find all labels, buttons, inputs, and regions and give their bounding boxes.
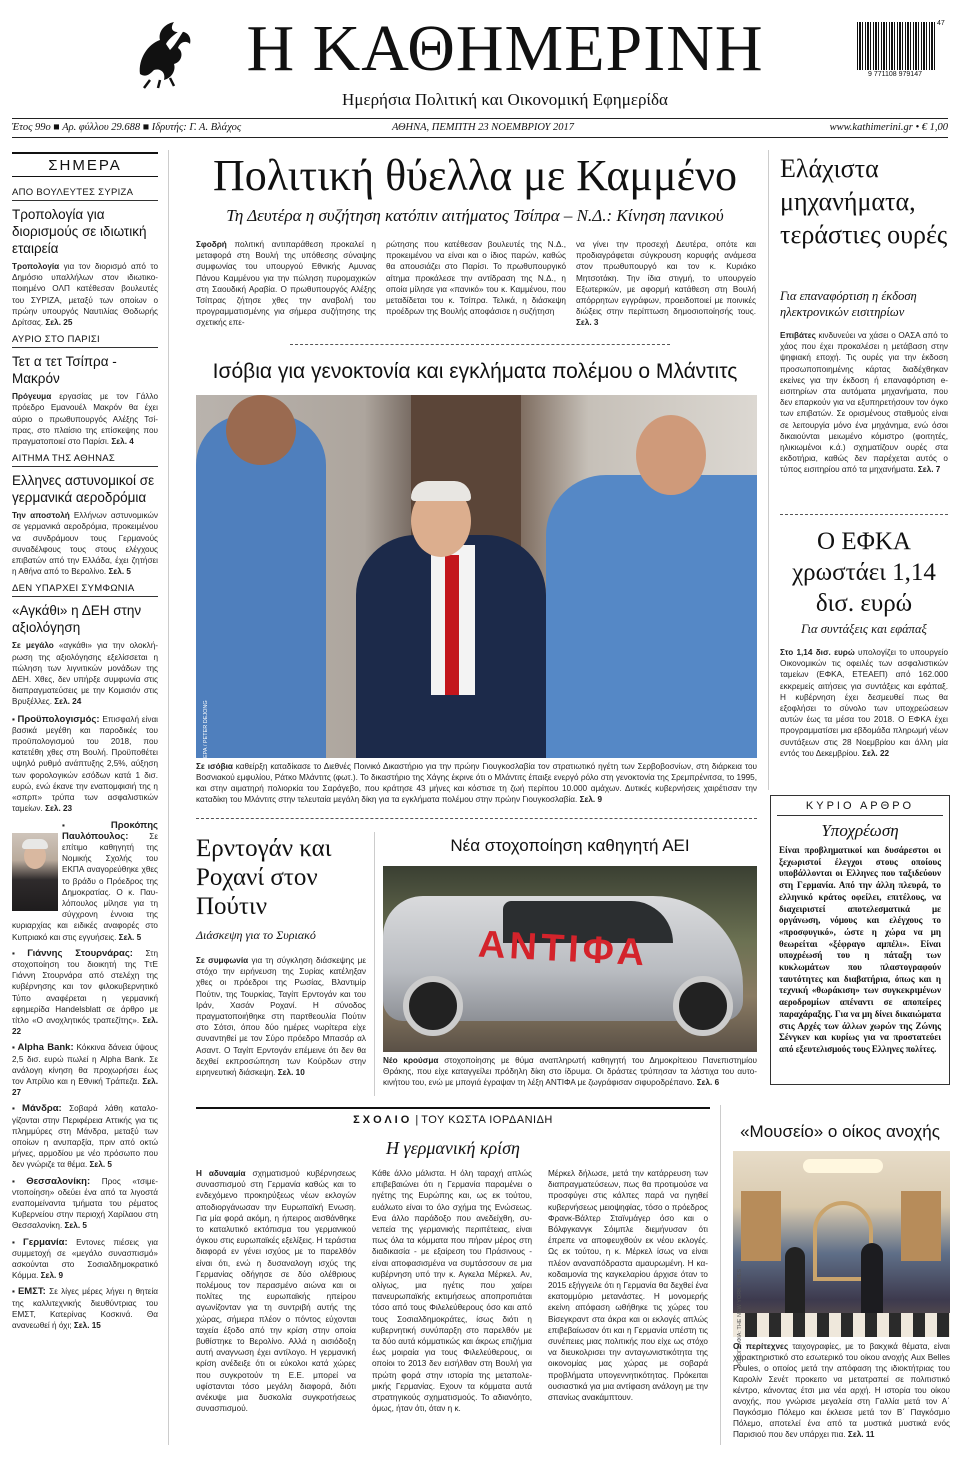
bullet-title: Προϋπολογισμός:	[17, 713, 100, 725]
sidebar-title: Τροπολογία για διορισμούς σε ιδιωτική εταιρεία	[12, 207, 147, 256]
bullet-body: Επισφαλή είναι βασικά μεγέθη και παροδικές του προϋπολογισμού του 2018, που κατετέθη χθες στη Βουλή. Προϋποθέτει υψηλό ρυθμό ανάπτυξης 2,5%, αύξηση των φορολογικών εσόδων κατά 1 δισ. ευρώ, ενώ έκανε την εναπομφισιή της η «σπρπ» τρύπα των ασφαλιστικών ταμείων.	[12, 714, 159, 814]
sidebar-text	[12, 640, 158, 707]
right-story2-subhead: Για συντάξεις και εφάπαξ	[801, 622, 927, 636]
info-sheet: Αρ. φύλλου 29.688	[62, 122, 141, 133]
erdogan-divider	[374, 832, 375, 1096]
sidebar-text	[12, 510, 158, 577]
bullet-body: Σε επίτιμο καθηγητή της Νομικής Σχολής του ΕΚΠΑ αναγορεύθηκε χθες το βράδυ ο Πρόεδρος της Δημοκρατίας. Ο κ. Παυλόπουλος μίλησε για τη σύγχρονη έννοια της κυριαρχίας και ειδικές αναφορές στο Κυπριακό και στις εγγυήσεις.	[12, 831, 158, 942]
sidebar-bullet	[12, 1176, 158, 1232]
right-story2-body	[780, 647, 948, 759]
sidebar-bullet	[12, 1042, 158, 1098]
info-bar: Έτος 99ο ■ Αρ. φύλλου 29.688 ■ Ιδρυτής: Γ. Α. Βλάχος ΑΘΗΝΑ, ΠΕΜΠΤΗ 23 ΝΟΕΜΒΡΙΟΥ 2017 www.kathimerini.gr • € 1,00	[12, 118, 948, 138]
bullet-icon: ▪	[12, 714, 16, 724]
comment-col-3: Μέρκελ δήλωσε, μετά την κατάρρευση των διαπραγματεύσεων, πως θα προτιμούσε να προσφύγει στις κάλπες παρά να ηγηθεί κυβερνήσεως μειοψηφίας, τόσο ο πρόεδρος Φρανκ-Βάλτερ Σταϊνμάγερ όσο και ο Βόλφγκανγκ Σόιμπλε διεμήνυσαν ότι έπρεπε να αποφευχθούν εκ νέου εκλογές. Ως εκ τούτου, η κ. Μέρκελ ίσως να είναι πλέον αναναπόδραστα αμαυρωμένη. Η κακοδαιμονία της καγκελαρίου άρχισε όταν το 2015 εξήγγειλε ότι η Γερμανία θα δεχθεί ένα εκατομμύριο μετανάστες. Η μονομερής εκείνη απόφαση ωθήθηκε τις χώρες του Βίσεγκραντ στα άκρα και οι εκλογές απλώς επιβεβαίωσαν ότι και η Γερμανία υπέστη τις συνέπειες μιας πολιτικής που είχε ως στόχο να διευκολρισει την ανταγωνιστικότητα της οικονομίας μας χώρας με σοβαρά προβλήματα υπογεννητικότητας. Πρόκειται ουσιαστικά για μια αντίφαση ανάλογη με την σπανίως ανακάμπτουν.	[548, 1169, 708, 1403]
bullet-page: Σελ. 9	[40, 1271, 64, 1281]
sidebar-kicker: ΔΕΝ ΥΠΑΡΧΕΙ ΣΥΜΦΩΝΙΑ	[12, 583, 158, 597]
sidebar-item	[12, 187, 158, 328]
info-site: www.kathimerini.gr	[829, 122, 913, 133]
sidebar-page: Σελ. 4	[111, 437, 134, 447]
right-divider	[768, 150, 769, 790]
sidebar-bullet	[12, 714, 158, 815]
sidebar-page: Σελ. 25	[45, 318, 73, 328]
bullet-page: Σελ. 27	[12, 1076, 158, 1098]
erdogan-headline: Ερντογάν και Ροχανί στον Πούτιν	[196, 835, 332, 920]
photo-floor	[733, 1313, 950, 1337]
sidebar-lead: Πρόγευμα	[12, 392, 52, 402]
sidebar-body: για τον διορισμό από το Δημόσιο υπαλλήλων στον ιδιωτικοποιημένο ΟΛΠ κατέθεσαν βουλευτές του ΣΥΡΙΖΑ, μεταξύ των οποίων ο πρώην υπουργός Ναυτιλίας Θοδωρής Δρίτσας.	[12, 262, 158, 328]
right-story1-headline: Ελάχιστα μηχανήματα, τεράστιες ουρές	[780, 154, 948, 249]
caption-text: καθείρξη καταδίκασε το Διεθνές Ποινικό Δικαστήριο για την πρώην Γιουγκοσλαβία τον στρατιωτικό ηγέτη των Σερβοβοσνίων, στη διάρκεια του Βοσνιακού εμφυλίου, Ράτκο Μλάντιτς (φωτ.). Το δικαστήριο της Χάγης έκρινε ότι ο Μλάντιτς έπαιξε ενεργό ρόλο στη γενοκτονία της Σρεμπρένιτσα, το 1995, και στην αιματηρή πολιορκία του Σαράγεβο, που κράτησε 43 μήνες και κόστισε τη ζωή περίπου 10.000 αμάχων. Δυτικές κυβερνήσεις χαιρέτισαν την καταδίκη του Μλάντιτς στην τελευταία μεγάλη δίκη για τα εγκλήματα πολέμου στην πρώην Γιουγκοσλαβία.	[196, 762, 757, 804]
bullet-icon: ▪	[62, 820, 109, 830]
sidebar-page: Σελ. 24	[54, 697, 82, 707]
comment-label: ΣΧΟΛΙΟ	[353, 1114, 413, 1126]
editorial-title: Υποχρέωση	[821, 821, 899, 840]
bullet-icon: ▪	[12, 1287, 16, 1297]
erdogan-body	[196, 955, 366, 1078]
bullet-title: Γερμανία:	[23, 1236, 68, 1248]
right-divider-1	[780, 514, 948, 515]
erdogan-text: για τη σύγκληση διάσκεψης με στόχο την ειρήνευση της Συρίας κατέληξαν χθες οι πρόεδροι της Ρωσίας, Βλαντιμίρ Πούτιν, της Τουρκίας, Ταγίπ Ερντογάν και του Ιράν, Χασάν Ροχανί. Η σύνοδος πραγματοποιήθηκε στη παρτθεουλία Πούτιν στο Σότσι, όπου δύο ημέρες νωρίτερα είχε συναντηθεί με τον Σύρο πρόεδρο Μπασάρ αλ Ασαντ. Ο Ταγίπ Ερντογάν επέμεινε ότι δεν θα δεχθεί εκπροσώπηση των Κούρδων στην ειρηνευτική διάσκεψη.	[196, 956, 366, 1078]
sidebar-bullet	[12, 1286, 158, 1331]
barcode	[857, 22, 937, 70]
photo-guard-right-head	[636, 415, 706, 495]
comment-lead: Η αδυναμία	[196, 1169, 246, 1178]
bullet-title: Προκόπης Παυλόπουλος:	[62, 819, 158, 842]
lead-col-text: να γίνει την προσεχή Δευτέρα, οπότε και προδιαγράφεται σύγκρουση κορυφής ανάμεσα στον πρωθυπουργό και τον κ. Κυριάκο Μητσοτάκη. Την ίδια στιγμή, το υπουργείο Εξωτερικών, με αφορμή κατάθεση στη Βουλή απόρρητων εγγράφων, προειδοποιεί με ποινικές διώξεις στην περίπτωση δημοσιοποίησής τους.	[576, 240, 756, 317]
comment-col-2: Κάθε άλλο μάλιστα. Η όλη ταραχή απλώς επιβεβαιώνει ότι η Γερμανία παραμένει ο ηγέτης της Ευρώπης και, ως εκ τούτου, ευάλωτο είναι το όλο σχήμα της Ενώσεως. Ενα άλλο παράδοξο που ανεδείχθη, συνεπεία της γερμανικής περιπέτειας, είναι πως όλα τα κόμματα που πήραν μέρος στη διαδικασία - με εξαίρεση του Πράσινους - είναι αποφασισμένα να συμτάσσουν σε μια κυβέρνηση υπό την κ. Αγκελα Μέρκελ. Αν, ολίγως, μια ηγέτις που χαίρει πανευρωπαϊκής εκτιμήσεως αποπροπιάται τόσο από τους Φιλελεύθερους όσο και από τους Σοσιαλδημοκράτες, ίσως διότι η κυβερνητική συνύπαρξη στο παρελθόν με τα δύο αυτά κόμματικώς και άκρως επιζήμια έως μοιραία για τους Φιλελεύθερους, οι οποίοι το 2013 δεν εισήλθαν στη Βουλή για πρώτη φορά στην ιστορία της μεταπολεμικής Γερμανίας. Εχουν τα κόμματα αυτά στρατηγικούς σχηματισμούς. Το αδιανόητο, όμως, ήταν ότι, όταν η κ.	[372, 1169, 532, 1414]
masthead-subtitle: Ημερήσια Πολιτική και Οικονομική Εφημερίδα	[342, 90, 668, 109]
mladic-caption	[196, 761, 757, 805]
sidebar-item	[12, 334, 158, 447]
bullet-title: Θεσσαλονίκη:	[26, 1175, 91, 1187]
mladic-headline: Ισόβια για γενοκτονία και εγκλήματα πολέμου ο Μλάντιτς	[212, 360, 738, 383]
right-story2-headline: Ο ΕΦΚΑ χρωστάει 1,14 δισ. ευρώ	[792, 528, 936, 617]
caption-page: Σελ. 11	[847, 1430, 875, 1439]
sidebar-lead: Τροπολογία	[12, 262, 60, 271]
sidebar-item	[12, 453, 158, 577]
bullet-icon: ▪	[12, 1043, 16, 1053]
sidebar-text	[12, 391, 158, 447]
photo-wheel-front	[673, 976, 733, 1036]
comment-header: ΣΧΟΛΙΟ | ΤΟΥ ΚΩΣΤΑ ΙΟΡΔΑΝΙΔΗ	[353, 1114, 553, 1126]
info-price: € 1,00	[921, 122, 948, 133]
barcode-issue: 47	[937, 20, 945, 27]
professor-headline: Νέα στοχοποίηση καθηγητή ΑΕΙ	[450, 836, 690, 855]
photo-guard-right	[546, 475, 757, 758]
mladic-divider	[196, 818, 757, 819]
right-story1-page: Σελ. 7	[917, 465, 941, 475]
bullet-page: Σελ. 22	[12, 1015, 158, 1037]
erdogan-lead: Σε συμφωνία	[196, 956, 249, 965]
bullet-page: Σελ. 5	[64, 1221, 87, 1231]
museum-headline: «Μουσείο» ο οίκος ανοχής	[740, 1122, 940, 1141]
bullet-icon: ▪	[12, 1237, 22, 1247]
bullet-body: Εντονες πιέσεις για συμμετοχή σε «μεγάλο συνασπισμό» ασκούνται στο Σοσιαλδημοκρατικό Κόμμα.	[12, 1237, 158, 1281]
comment-author: ΤΟΥ ΚΩΣΤΑ ΙΟΡΔΑΝΙΔΗ	[421, 1114, 553, 1126]
comment-col-1	[196, 1168, 356, 1414]
museum-photo-credit: ΦΩΤΟΓΡΑΦΙΑ: THE NEW YORK TIMES	[737, 1268, 743, 1368]
pavlopoulos-photo	[12, 833, 58, 911]
bullet-page: Σελ. 5	[118, 932, 142, 942]
bullet-icon: ▪	[12, 948, 26, 958]
griffin-logo-icon	[130, 14, 200, 89]
comment-title: Η γερμανική κρίση	[386, 1138, 520, 1158]
sidebar-body: Ελλήνων αστυνομικών σε γερμανικά αεροδρόμια, προκειμένου να συνδράμουν τους Γερμανούς συναδέλφους τους στους ελέγχους επιβατών από την Ελλάδα, έχει ζητήσει η Αθήνα από το Βερολίνο.	[12, 511, 158, 577]
sidebar-bullet	[12, 1103, 158, 1170]
sidebar-header: ΣΗΜΕΡΑ	[12, 152, 158, 177]
sidebar-bullet	[12, 1237, 158, 1282]
sidebar-kicker: ΑΠΟ ΒΟΥΛΕΥΤΕΣ ΣΥΡΙΖΑ	[12, 187, 158, 201]
caption-page: Σελ. 6	[696, 1078, 720, 1087]
sidebar-lead: Την αποστολή	[12, 511, 70, 521]
lead-col-lead: Σφοδρή	[196, 240, 227, 249]
right-story2-text: υπολογίζει το υπουργείο Οικονομικών τις οφειλές των ασφαλιστικών ταμείων (ΕΦΚΑ, ΕΤΕΑΕΠ) από 162.000 εκκρεμείς αιτήσεις για συντάξεις και εφάπαξ. Η κυβέρνηση έχει δεσμευθεί πως θα εξοφλήσει το σύνολο των υποχρεώσεων αυτών έως τα μέσα του 2018. Ο ΕΦΚΑ έχει προγραμματίσει μια εβδομάδα πληρωμή νέων συντάξεων στις 28 Νοεμβρίου και άλλη μία εντός του Δεκεμβρίου.	[780, 648, 948, 758]
info-right: www.kathimerini.gr • € 1,00	[829, 122, 948, 133]
caption-lead: Νέο κρούσμα	[383, 1056, 439, 1065]
bullet-body: Σοβαρά λάθη καταλογίζονται στην Περιφέρεια Αττικής για τις πλημμύρες στη Μάνδρα, μεταξύ των οποίων η ανυπαρξία, πριν από οκτώ μήνες, αρμοδίου με νέο πρόσωπο που δεν γνώριζε τα θέμα.	[12, 1104, 159, 1170]
sidebar-text	[12, 261, 158, 328]
info-date: ΑΘΗΝΑ, ΠΕΜΠΤΗ 23 ΝΟΕΜΒΡΙΟΥ 2017	[392, 122, 574, 133]
info-year: Έτος 99ο	[12, 122, 51, 133]
sidebar-kicker: ΑΥΡΙΟ ΣΤΟ ΠΑΡΙΣΙ	[12, 334, 158, 348]
comment-rule	[196, 1107, 710, 1109]
sidebar-title: Τετ α τετ Τσίπρα - Μακρόν	[12, 354, 117, 387]
lead-divider	[290, 344, 670, 345]
sidebar-lead: Σε μεγάλο	[12, 641, 54, 651]
comment-side-divider	[720, 1105, 721, 1445]
lead-col-2: ρώτησης που κατέθεσαν βουλευτές της Ν.Δ., προκειμένου να είναι και ο ίδιος παρών, καθώς θα απουσιάζει στο Παρίσι. Το πρωθυπουργικό αίτημα προκάλεσε την αντίδραση της Ν.Δ., η οποία μίλησε για «πανικό» του κ. Καμμένου, που μεταδίδεται του κ. Τσίπρα. Τελικά, η διάσκεψη προέδρων της Βουλής αποφάσισε η συζήτηση	[386, 240, 566, 317]
sidebar-title: Ελληνες αστυνομικοί σε γερμανικά αεροδρόμια	[12, 473, 155, 506]
right-story1-subhead: Για επαναφόρτιση η έκδοση ηλεκτρονικών εισιτηρίων	[780, 289, 917, 319]
caption-page: Σελ. 9	[579, 795, 603, 804]
bullet-body: Στη στοχοποίηση του διοικητή της ΤτΕ Γιάννη Στουρνάρα από στελέχη της κυβέρνησης και τον φιλοκυβερνητικό Τύπο αναφέρεται η γερμανική εφημερίδα Handelsblatt σε άρθρο με τίτλο «Ο ανοχλητικός τραπεζίτης».	[12, 948, 158, 1025]
photo-wheel-rear	[403, 976, 463, 1036]
photo-credit: EPA / PETER DEJONG	[203, 700, 209, 758]
photo-graffiti: ΑΝΤΙΦΑ	[477, 923, 650, 975]
editorial-header: ΚΥΡΙΟ ΑΡΘΡΟ	[777, 800, 943, 816]
professor-photo	[383, 866, 757, 1052]
erdogan-subhead: Διάσκεψη για το Συριακό	[196, 928, 316, 942]
lead-page: Σελ. 3	[576, 318, 599, 328]
bullet-page: Σελ. 15	[73, 1321, 101, 1331]
bullet-icon: ▪	[12, 1176, 25, 1186]
right-story2-lead: Στο 1,14 δισ. ευρώ	[780, 648, 855, 657]
photo-tie	[445, 555, 459, 695]
bullet-icon: ▪	[12, 1104, 21, 1114]
sidebar-body: εργασίας με τον Γάλλο πρόεδρο Εμανουέλ Μακρόν θα έχει αύριο ο πρωθυπουργός Αλέξης Τσίπρας, στο πλαίσιο της επίσκεψης που πραγματοποιεί στο Παρίσι.	[12, 392, 158, 447]
photo-guard-left-head	[226, 395, 296, 465]
sidebar-item	[12, 583, 158, 707]
professor-caption	[383, 1055, 757, 1088]
editorial-box	[770, 795, 950, 1085]
logo-mark	[130, 14, 200, 89]
bullet-body: Προς «τσιμεντοποίηση» οδεύει ένα από τα λιγοστά εναπομείναντα τμήματα του ρέματος Κυβερνείου στην περιοχή Χαρίλαου στη Θεσσαλονίκη.	[12, 1176, 159, 1231]
museum-photo	[733, 1151, 950, 1337]
sidebar-bullet	[12, 820, 158, 943]
sidebar	[12, 152, 158, 1331]
right-story1-text: κινδυνεύει να χάσει ο ΟΑΣΑ από το χάος που έχει προκαλέσει η μετάβαση στην ψηφιακή εποχή. Τις ουρές για την έκδοση προσωποποιημένης κάρτας διαδέχθηκαν εκείνες για την έκδοση ή επαναφόρτιση e-εισιτηρίων στα αυτόματα μηχανήματα, που δεν επαρκούν για να εξυπηρετήσουν τον όγκο των επιβατών. Σε ορισμένους σταθμούς είναι σε λειτουργία μόνο ένα μηχάνημα, ενώ όσοι δικαιούνται μειωμένο κόμιστρο (φοιτητές, ηλικιωμένοι κ.ά.) σχηματίζουν ουρές στα εκδοτήρια, καθώς δεν παρέχεται αυτός ο τύπος εισιτηρίου από τα μηχανήματα.	[780, 331, 948, 475]
bullet-body: Κόκκινα δάνεια ύψους 2,5 δισ. ευρώ πωλεί η Alpha Bank. Σε ανάλογη κίνηση θα προχωρήσει έως τον Απρίλιο και η Εθνική Τράπεζα.	[12, 1043, 158, 1086]
bullet-title: ΕΜΣΤ:	[17, 1286, 46, 1298]
bullet-page: Σελ. 23	[45, 804, 73, 814]
bullet-title: Alpha Bank:	[17, 1042, 74, 1054]
photo-guard-left	[196, 415, 326, 758]
sidebar-page: Σελ. 5	[108, 567, 131, 577]
info-founder: Ιδρυτής: Γ. Α. Βλάχος	[151, 122, 242, 133]
sidebar-body: «αγκάθι» για την ολοκλήρωση της αξιολόγησης εξελίσσεται η πώληση των λιγνιτικών μονάδων της ΔΕΗ. Χθες, δεν υπήρξε συμφωνία στις διαπραγματεύσεις με την Κομισιόν στις Βρυξέλλες.	[12, 641, 158, 707]
barcode-number: 9 771108 979147	[868, 71, 922, 78]
bullet-page: Σελ. 5	[89, 1160, 112, 1170]
photo-mural-right	[901, 1191, 941, 1261]
lead-col-3	[576, 239, 756, 329]
sidebar-bullet	[12, 948, 158, 1038]
photo-hair	[411, 481, 471, 501]
right-story1-body	[780, 330, 948, 476]
caption-text: ταιχογραφίες, με το βακχικά θέματα, είναι χαρακτηριστικό στο εσωτερικό του οίκου ανοχής Aux Belles Poules, ο οποίος μετά την απόφαση της ιδιοκτήτριας του Καρολίν Σενέτ προκειτο να μετατραπεί σε πολιτιστικό κέντρο, κάνοντας έτσι μια νέα αρχή. Η ιστορία του οίκου ανοχής, που γνώρισε μεγαλεία στη Γαλλία μετά τον Α΄ Παγκόσμιο Πόλεμο και έκλεισε μετά τον Β΄ Παγκόσμιο Πόλεμο, αποτελεί ένα από τα μυστικά μυστικά ενός Παρισιού που δεν υπάρχει πια.	[733, 1342, 950, 1439]
lead-headline: Πολιτική θύελλα με Καμμένο	[213, 151, 737, 200]
caption-lead: Σε ισόβια	[196, 762, 233, 771]
lead-col-1	[196, 239, 376, 329]
bullet-body: Σε λίγες μέρες λήγει η θητεία της καλλιτεχνικής διευθύντριας του ΕΜΣΤ, Κατερίνας Κοσκινά. Θα ανανεωθεί ή όχι;	[12, 1287, 158, 1331]
caption-text: στοχοποίησης με θύμα αναπληρωτή καθηγητή του Δημοκρίτειου Πανεπιστημίου Θράκης, που είχε καταγγείλει πρόδηλη δίκη στο ίδρυμα. Οι δράστες τρύπησαν τα λάστιχα του αυτοκινήτου του, ενώ με μπογιά έγραψαν τη λέξη ΑΝΤΙΦΑ με ζωγράφισαν σιφυροδρέπανο.	[383, 1056, 757, 1087]
lead-subhead: Τη Δευτέρα η συζήτηση κατόπιν αιτήματος Τσίπρα – Ν.Δ.: Κίνηση πανικού	[226, 206, 724, 225]
photo-mural-left	[741, 1191, 781, 1261]
photo-ceiling-light	[803, 1159, 883, 1173]
lead-col-text: πολιτική αντιπαράθεση προκαλεί η μεταφορά στη Βουλή της υπόθεσης σύναψης συμφωνίας του υπουργού Εθνικής Αμυνας Πάνου Καμμένου για την πώληση πυρομαχικών στη Σαουδική Αραβία. Ο πρωθυπουργός Αλέξης Τσίπρας ζήτησε χθες την αναβολή του προγραμματισμένης για σήμερα συζήτησης της σχετικής επε-	[196, 240, 376, 328]
right-story1-lead: Επιβάτες	[780, 331, 816, 340]
comment-text: σχηματισμού κυβέρνησεως συνασπισμού στη Γερμανία καθώς και το ενδεχόμενο προκηρύξεως νέων εκλογών αποδιοργάνωσαν την Ευρωπαϊκή Ενωση. Για μία φορά ακόμη, η ήπειρος αισθάνθηκε το καταλυτικό εκτόπισμα του γερμανικού όγκου στις ευρωπαϊκές εξελίξεις. Η τεράστια διαφορά εν γένει ισχύος με το παρελθόν είναι ότι, ενώ η δυσαναλογη ισχύς της Γερμανίας οδήγησε σε δύο ολέθριους πολέμους τον περασμένο αιώνα και οι πολίτες της ευρωπαϊκής ηπείρου αγωνίζονταν για τη συντριβή αυτής της χώρας, σήμερα πλέον ο πόντος εύχονται ταχεία έξοδο από την κρίση στην οποία βυθίστηκε το Βερολίνο. Αλλά η αισιόδοξη αυτή αναγνωση έχει αντίλογο. Η γερμανική κρίση ανέδειξε ότι οι εύκολοι κατά χώρες που συγκροτούν τη Ε.Ε. μπορεί να υφίστανται τόσο μεγάλη διαφορά, διότι ανέκυψε μια δυσκολία συγκροτήσεως συνασπισμού.	[196, 1169, 356, 1414]
erdogan-page: Σελ. 10	[277, 1068, 305, 1078]
mladic-photo	[196, 395, 757, 758]
sidebar-kicker: ΑΙΤΗΜΑ ΤΗΣ ΑΘΗΝΑΣ	[12, 453, 158, 467]
bullet-title: Μάνδρα:	[22, 1103, 62, 1115]
sidebar-divider	[168, 150, 169, 1445]
caption-lead: Οι περίτεχνες	[733, 1342, 789, 1351]
masthead-title: Η ΚΑΘΗΜΕΡΙΝΗ	[246, 12, 764, 85]
right-story2-page: Σελ. 22	[862, 748, 890, 758]
sidebar-title: «Αγκάθι» η ΔΕΗ στην αξιολόγηση	[12, 603, 142, 636]
editorial-body: Είναι προβληματικοί και δυσάρεστοι οι ξεχωριστοί έλεγχοι στους οποίους υποβάλλονται οι Ελληνες που ταξιδεύουν στη Γερμανία. Από την άλλη πλευρά, το ελληνικό κράτος οφείλει, επιτέλους, να διαχειριστεί αποτελεσματικά με οργάνωση, νόμους και ελέγχους το «προσφυγικό», ώστε η χώρα να μη θεωρείται «ξέφραγο αμπέλι». Είναι υποχρέωσή του η πάταξη των κυκλωμάτων που πλαστογραφούν ταυτότητες και διαβατήρια, όπως και η τεχνική «θωράκιση» των συγκεκριμένων αεροδρομίων απέναντι σε αποπείρες παραχάραξης. Για να μη δίνει δικαιώματα στις Αρχές των άλλων χωρών της Ζώνης Σένγκεν και κυρίως για να προστατεύει από εξευτελισμούς τους Ελληνες πολίτες.	[779, 845, 941, 1054]
bullet-title: Γιάννης Στουρνάρας:	[27, 947, 133, 959]
museum-caption	[733, 1341, 950, 1440]
